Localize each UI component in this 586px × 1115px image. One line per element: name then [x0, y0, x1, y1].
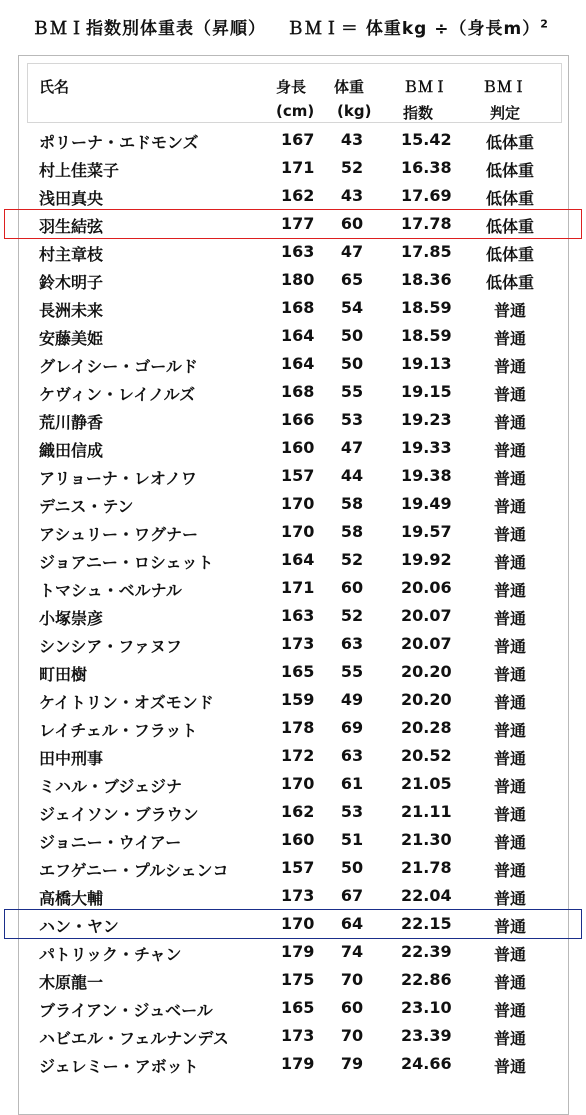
cell-judge: 普通 — [493, 581, 526, 600]
cell-height: 170 — [281, 914, 315, 933]
cell-height: 178 — [281, 718, 315, 737]
table-row — [0, 798, 586, 826]
cell-bmi: 22.04 — [401, 886, 452, 905]
cell-weight: 63 — [340, 634, 364, 653]
table-row — [0, 602, 586, 630]
cell-height: 164 — [281, 354, 315, 373]
table-row — [0, 462, 586, 490]
header-judge: ＢＭＩ — [482, 78, 528, 96]
table-row — [0, 1022, 586, 1050]
cell-name: 鈴木明子 — [39, 273, 104, 292]
cell-weight: 70 — [340, 1026, 364, 1045]
table-row — [0, 742, 586, 770]
cell-height: 170 — [281, 522, 315, 541]
table-row — [0, 854, 586, 882]
table-row — [0, 406, 586, 434]
cell-name: ブライアン・ジュベール — [39, 1001, 213, 1020]
cell-judge: 低体重 — [485, 133, 534, 152]
cell-height: 162 — [281, 186, 315, 205]
table-row — [0, 238, 586, 266]
cell-name: 織田信成 — [39, 441, 104, 460]
table-row — [0, 182, 586, 210]
cell-weight: 58 — [340, 522, 364, 541]
cell-name: ポリーナ・エドモンズ — [39, 133, 199, 152]
cell-judge: 普通 — [493, 301, 526, 320]
table-row — [0, 210, 586, 238]
header-judge-sub: 判定 — [490, 104, 521, 122]
cell-bmi: 20.06 — [401, 578, 452, 597]
cell-bmi: 23.10 — [401, 998, 452, 1017]
cell-weight: 43 — [340, 186, 364, 205]
header-weight-unit: (kg) — [337, 102, 372, 120]
cell-bmi: 21.78 — [401, 858, 452, 877]
table-row — [0, 490, 586, 518]
cell-bmi: 18.36 — [401, 270, 452, 289]
cell-height: 167 — [281, 130, 315, 149]
table-row — [0, 994, 586, 1022]
cell-weight: 60 — [340, 998, 364, 1017]
header-bmi-sub: 指数 — [403, 104, 434, 122]
table-row — [0, 630, 586, 658]
cell-height: 179 — [281, 1054, 315, 1073]
table-body — [0, 126, 586, 1078]
cell-height: 163 — [281, 606, 315, 625]
cell-weight: 44 — [340, 466, 364, 485]
cell-name: ジョアニー・ロシェット — [39, 553, 214, 572]
cell-height: 164 — [281, 550, 315, 569]
cell-height: 173 — [281, 886, 315, 905]
cell-judge: 普通 — [493, 329, 526, 348]
cell-height: 171 — [281, 578, 315, 597]
cell-weight: 61 — [340, 774, 364, 793]
cell-height: 159 — [281, 690, 315, 709]
cell-name: 町田樹 — [39, 665, 88, 684]
cell-height: 164 — [281, 326, 315, 345]
cell-height: 170 — [281, 494, 315, 513]
cell-name: レイチェル・フラット — [39, 721, 198, 740]
cell-judge: 低体重 — [485, 217, 534, 236]
cell-judge: 普通 — [493, 833, 526, 852]
header-weight: 体重 — [334, 78, 365, 96]
cell-weight: 52 — [340, 550, 364, 569]
table-row — [0, 126, 586, 154]
cell-name: ジェレミー・アボット — [39, 1057, 199, 1076]
cell-bmi: 15.42 — [401, 130, 452, 149]
cell-weight: 74 — [340, 942, 364, 961]
cell-judge: 低体重 — [485, 245, 534, 264]
cell-bmi: 19.33 — [401, 438, 452, 457]
cell-judge: 普通 — [493, 777, 526, 796]
cell-weight: 55 — [340, 662, 364, 681]
cell-judge: 普通 — [493, 609, 526, 628]
cell-weight: 47 — [340, 438, 364, 457]
cell-bmi: 22.39 — [401, 942, 452, 961]
cell-judge: 普通 — [493, 693, 526, 712]
cell-name: ケイトリン・オズモンド — [39, 693, 214, 712]
cell-weight: 51 — [340, 830, 364, 849]
cell-weight: 79 — [340, 1054, 364, 1073]
cell-name: デニス・テン — [39, 497, 134, 516]
table-row — [0, 938, 586, 966]
cell-name: 木原龍一 — [39, 973, 104, 992]
table-row — [0, 546, 586, 574]
cell-weight: 65 — [340, 270, 364, 289]
cell-judge: 普通 — [493, 469, 526, 488]
cell-judge: 普通 — [493, 413, 526, 432]
header-bmi: ＢＭＩ — [403, 78, 449, 96]
cell-bmi: 19.38 — [401, 466, 452, 485]
cell-judge: 普通 — [493, 553, 526, 572]
cell-bmi: 20.20 — [401, 662, 452, 681]
cell-weight: 50 — [340, 326, 364, 345]
header-height-unit: (cm) — [276, 102, 315, 120]
cell-weight: 53 — [340, 802, 364, 821]
cell-name: グレイシー・ゴールド — [39, 357, 198, 376]
cell-weight: 55 — [340, 382, 364, 401]
blue-highlight-box — [4, 909, 582, 939]
cell-name: 長洲未来 — [39, 301, 104, 320]
cell-name: アシュリー・ワグナー — [39, 525, 199, 544]
cell-name: ハビエル・フェルナンデス — [39, 1029, 229, 1048]
cell-weight: 60 — [340, 578, 364, 597]
cell-height: 170 — [281, 774, 315, 793]
table-row — [0, 882, 586, 910]
page-title — [32, 14, 584, 48]
table-row — [0, 350, 586, 378]
cell-judge: 普通 — [493, 1001, 526, 1020]
table-row — [0, 378, 586, 406]
cell-name: 田中刑事 — [39, 749, 104, 768]
cell-bmi: 20.28 — [401, 718, 452, 737]
cell-bmi: 20.07 — [401, 606, 452, 625]
cell-name: ケヴィン・レイノルズ — [39, 385, 196, 404]
cell-name: ハン・ヤン — [39, 917, 119, 936]
cell-name: 安藤美姫 — [39, 329, 104, 348]
cell-height: 168 — [281, 298, 315, 317]
cell-weight: 60 — [340, 214, 364, 233]
cell-name: アリョーナ・レオノワ — [39, 469, 197, 488]
table-row — [0, 714, 586, 742]
cell-name: ミハル・ブジェジナ — [39, 777, 183, 796]
cell-judge: 普通 — [493, 1057, 526, 1076]
cell-judge: 普通 — [493, 1029, 526, 1048]
cell-name: 村上佳菜子 — [39, 161, 120, 180]
header-name: 氏名 — [39, 78, 70, 96]
table-row — [0, 434, 586, 462]
table-row — [0, 294, 586, 322]
cell-judge: 低体重 — [485, 189, 534, 208]
cell-bmi: 22.86 — [401, 970, 452, 989]
cell-weight: 50 — [340, 858, 364, 877]
cell-bmi: 17.85 — [401, 242, 452, 261]
cell-bmi: 22.15 — [401, 914, 452, 933]
cell-bmi: 19.49 — [401, 494, 452, 513]
header-height: 身長 — [276, 78, 307, 96]
cell-weight: 47 — [340, 242, 364, 261]
cell-bmi: 19.15 — [401, 382, 452, 401]
cell-height: 175 — [281, 970, 315, 989]
cell-height: 172 — [281, 746, 315, 765]
cell-name: シンシア・ファヌフ — [39, 637, 182, 656]
cell-bmi: 20.52 — [401, 746, 452, 765]
cell-height: 160 — [281, 438, 315, 457]
cell-bmi: 19.23 — [401, 410, 452, 429]
cell-name: 高橋大輔 — [39, 889, 104, 908]
formula-text: ＢＭＩ＝ 体重kg ÷（身長m） — [286, 19, 541, 39]
cell-weight: 43 — [340, 130, 364, 149]
cell-judge: 低体重 — [485, 273, 534, 292]
cell-judge: 普通 — [493, 889, 526, 908]
cell-judge: 普通 — [493, 497, 526, 516]
cell-judge: 普通 — [493, 945, 526, 964]
cell-height: 168 — [281, 382, 315, 401]
cell-height: 171 — [281, 158, 315, 177]
cell-weight: 69 — [340, 718, 364, 737]
table-row — [0, 574, 586, 602]
table-row — [0, 910, 586, 938]
cell-height: 165 — [281, 998, 315, 1017]
cell-bmi: 21.11 — [401, 802, 452, 821]
cell-bmi: 24.66 — [401, 1054, 452, 1073]
cell-weight: 52 — [340, 158, 364, 177]
cell-bmi: 21.30 — [401, 830, 452, 849]
cell-judge: 普通 — [493, 805, 526, 824]
cell-height: 165 — [281, 662, 315, 681]
cell-judge: 普通 — [493, 861, 526, 880]
cell-judge: 低体重 — [485, 161, 534, 180]
cell-name: エフゲニー・プルシェンコ — [39, 861, 229, 880]
cell-weight: 70 — [340, 970, 364, 989]
cell-height: 163 — [281, 242, 315, 261]
cell-judge: 普通 — [493, 721, 526, 740]
cell-judge: 普通 — [493, 385, 526, 404]
cell-weight: 52 — [340, 606, 364, 625]
cell-bmi: 20.07 — [401, 634, 452, 653]
cell-bmi: 19.13 — [401, 354, 452, 373]
cell-height: 179 — [281, 942, 315, 961]
cell-name: 荒川静香 — [39, 413, 104, 432]
cell-name: 羽生結弦 — [39, 217, 104, 236]
cell-bmi: 17.69 — [401, 186, 452, 205]
cell-bmi: 17.78 — [401, 214, 452, 233]
cell-judge: 普通 — [493, 441, 526, 460]
cell-bmi: 18.59 — [401, 298, 452, 317]
cell-judge: 普通 — [493, 525, 526, 544]
cell-bmi: 18.59 — [401, 326, 452, 345]
table-row — [0, 658, 586, 686]
cell-height: 177 — [281, 214, 315, 233]
table-row — [0, 686, 586, 714]
cell-judge: 普通 — [493, 973, 526, 992]
cell-name: 小塚崇彦 — [39, 609, 104, 628]
cell-judge: 普通 — [493, 917, 526, 936]
cell-weight: 50 — [340, 354, 364, 373]
table-row — [0, 322, 586, 350]
cell-weight: 53 — [340, 410, 364, 429]
cell-bmi: 21.05 — [401, 774, 452, 793]
cell-weight: 63 — [340, 746, 364, 765]
cell-height: 160 — [281, 830, 315, 849]
cell-height: 166 — [281, 410, 315, 429]
table-row — [0, 1050, 586, 1078]
cell-judge: 普通 — [493, 357, 526, 376]
cell-weight: 54 — [340, 298, 364, 317]
cell-weight: 49 — [340, 690, 364, 709]
cell-bmi: 23.39 — [401, 1026, 452, 1045]
cell-judge: 普通 — [493, 665, 526, 684]
cell-judge: 普通 — [493, 749, 526, 768]
table-row — [0, 518, 586, 546]
table-row — [0, 266, 586, 294]
formula-exponent: 2 — [540, 17, 549, 31]
cell-height: 180 — [281, 270, 315, 289]
cell-name: 浅田真央 — [39, 189, 104, 208]
cell-bmi: 19.57 — [401, 522, 452, 541]
cell-height: 173 — [281, 1026, 315, 1045]
table-row — [0, 966, 586, 994]
cell-weight: 64 — [340, 914, 364, 933]
cell-judge: 普通 — [493, 637, 526, 656]
cell-name: ジョニー・ウイアー — [39, 833, 182, 852]
table-row — [0, 154, 586, 182]
cell-name: トマシュ・ベルナル — [39, 581, 182, 600]
cell-bmi: 20.20 — [401, 690, 452, 709]
cell-name: パトリック・チャン — [39, 945, 182, 964]
title-main: ＢＭＩ指数別体重表（昇順） — [32, 19, 266, 39]
cell-height: 173 — [281, 634, 315, 653]
cell-weight: 58 — [340, 494, 364, 513]
table-row — [0, 826, 586, 854]
cell-height: 157 — [281, 466, 315, 485]
red-highlight-box — [4, 209, 582, 239]
cell-bmi: 19.92 — [401, 550, 452, 569]
bmi-formula — [287, 19, 549, 39]
cell-height: 157 — [281, 858, 315, 877]
cell-name: 村主章枝 — [39, 245, 104, 264]
cell-name: ジェイソン・ブラウン — [39, 805, 199, 824]
cell-weight: 67 — [340, 886, 364, 905]
cell-bmi: 16.38 — [401, 158, 452, 177]
cell-height: 162 — [281, 802, 315, 821]
table-row — [0, 770, 586, 798]
